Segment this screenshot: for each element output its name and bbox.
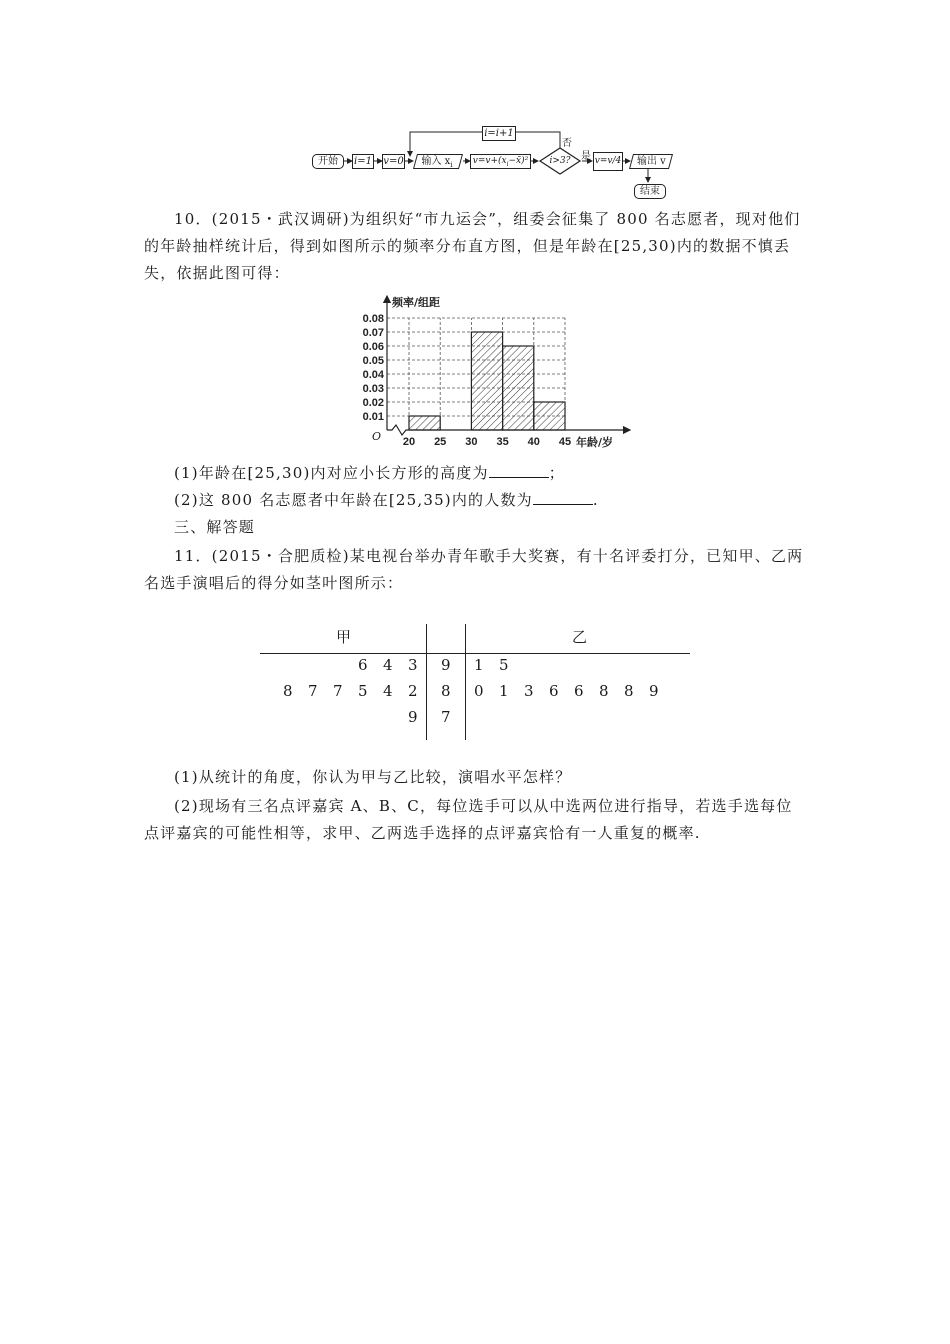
stem-leaf-right-leaf: 1 bbox=[474, 656, 484, 674]
answer-blank-1[interactable] bbox=[489, 463, 549, 478]
question-10-text: 10．(2015・武汉调研)为组织好“市九运会”，组委会征集了 800 名志愿者，现对他们的年龄抽样统计后，得到如图所示的频率分布直方图，但是年龄在[25,30)内的数据不慎丢失，依据此图可得： bbox=[144, 210, 801, 282]
stem-leaf-left-leaf: 4 bbox=[383, 656, 393, 674]
flowchart-update-head: v=v+(x bbox=[472, 156, 507, 166]
stem-leaf-right-leaf: 9 bbox=[649, 682, 659, 700]
stem-leaf-left-leaf: 6 bbox=[358, 656, 368, 674]
x-axis-label: 年龄/岁 bbox=[576, 436, 614, 449]
flowchart-start: 开始 bbox=[312, 154, 344, 169]
flowchart-end: 结束 bbox=[634, 184, 666, 199]
y-tick-label: 0.07 bbox=[362, 327, 384, 339]
y-tick-label: 0.05 bbox=[362, 355, 384, 367]
histogram-bar bbox=[471, 332, 502, 430]
question-10-part-1-text: (1)年龄在[25,30)内对应小长方形的高度为 bbox=[174, 464, 489, 482]
stem-leaf-header-rule bbox=[260, 653, 690, 654]
question-11-text: 11．(2015・合肥质检)某电视台举办青年歌手大奖赛，有十名评委打分，已知甲、乙两名选手演唱后的得分如茎叶图所示： bbox=[144, 547, 804, 592]
histogram-bar bbox=[534, 402, 565, 430]
stem-leaf-plot bbox=[258, 620, 692, 742]
flowchart-loop-increment: i=i+1 bbox=[482, 126, 516, 141]
y-tick-label: 0.08 bbox=[362, 313, 384, 325]
question-10-part-2-end: . bbox=[592, 491, 599, 509]
histogram-bar bbox=[409, 416, 440, 430]
flowchart-yes-label: 是 bbox=[581, 151, 591, 162]
flowchart-update-sub: i bbox=[506, 160, 509, 168]
stem-leaf-right-leaf: 0 bbox=[474, 682, 484, 700]
stem-leaf-stem: 8 bbox=[441, 682, 451, 700]
flowchart-final: v=v/4 bbox=[593, 152, 623, 171]
x-tick-label: 45 bbox=[558, 436, 572, 448]
stem-leaf-divider-right bbox=[465, 624, 466, 740]
frequency-histogram bbox=[350, 290, 640, 452]
y-tick-label: 0.02 bbox=[362, 397, 384, 409]
stem-leaf-left-leaf: 4 bbox=[383, 682, 393, 700]
y-tick-label: 0.03 bbox=[362, 383, 384, 395]
question-10-part-2-text: (2)这 800 名志愿者中年龄在[25,35)内的人数为 bbox=[174, 491, 533, 509]
stem-leaf-stem: 7 bbox=[441, 708, 451, 726]
origin-label: O bbox=[372, 430, 382, 443]
x-tick-label: 25 bbox=[434, 436, 447, 448]
stem-leaf-right-leaf: 6 bbox=[574, 682, 584, 700]
stem-leaf-left-leaf: 5 bbox=[358, 682, 368, 700]
flowchart-init-i: i=1 bbox=[352, 154, 374, 169]
question-11-part-1: (1)从统计的角度，你认为甲与乙比较，演唱水平怎样？ bbox=[174, 768, 572, 786]
stem-leaf-left-leaf: 8 bbox=[283, 682, 293, 700]
flowchart-input-label: 输入 x bbox=[421, 156, 451, 167]
stem-leaf-left-leaf: 7 bbox=[333, 682, 343, 700]
flowchart bbox=[300, 120, 700, 200]
stem-leaf-right-leaf: 8 bbox=[599, 682, 609, 700]
question-10-part-2 bbox=[174, 489, 599, 510]
histogram-bar bbox=[503, 346, 534, 430]
question-10-part-1-end: ； bbox=[548, 464, 565, 482]
x-tick-label: 35 bbox=[496, 436, 509, 448]
x-tick-label: 20 bbox=[402, 436, 416, 448]
stem-leaf-stem: 9 bbox=[441, 656, 451, 674]
stem-leaf-left-leaf: 3 bbox=[408, 656, 418, 674]
flowchart-update-tail: −x̄)² bbox=[508, 156, 529, 166]
y-tick-label: 0.06 bbox=[362, 341, 384, 353]
stem-leaf-left-header: 甲 bbox=[336, 628, 352, 646]
flowchart-output bbox=[629, 154, 673, 169]
stem-leaf-right-header: 乙 bbox=[572, 628, 588, 646]
x-tick-label: 40 bbox=[527, 436, 540, 448]
x-tick-label: 30 bbox=[465, 436, 478, 448]
flowchart-input-sub: i bbox=[450, 161, 453, 169]
stem-leaf-right-leaf: 1 bbox=[499, 682, 509, 700]
stem-leaf-left-leaf: 2 bbox=[408, 682, 418, 700]
stem-leaf-right-leaf: 3 bbox=[524, 682, 534, 700]
stem-leaf-right-leaf: 6 bbox=[549, 682, 559, 700]
answer-blank-2[interactable] bbox=[533, 490, 593, 505]
y-axis-label: 频率/组距 bbox=[392, 296, 441, 309]
y-tick-label: 0.04 bbox=[362, 369, 384, 381]
stem-leaf-left-leaf: 7 bbox=[308, 682, 318, 700]
question-10-part-1 bbox=[174, 462, 565, 483]
flowchart-decision: i>3? bbox=[549, 156, 571, 166]
y-tick-label: 0.01 bbox=[362, 411, 384, 423]
flowchart-no-label: 否 bbox=[562, 138, 572, 149]
question-11-part-2: (2)现场有三名点评嘉宾 A、B、C，每位选手可以从中选两位进行指导，若选手选每位点评嘉宾的可能性相等，求甲、乙两选手选择的点评嘉宾恰有一人重复的概率. bbox=[144, 797, 793, 842]
flowchart-init-v: v=0 bbox=[383, 156, 404, 167]
section-heading: 三、解答题 bbox=[174, 518, 256, 536]
stem-leaf-right-leaf: 8 bbox=[624, 682, 634, 700]
stem-leaf-left-leaf: 9 bbox=[408, 708, 418, 726]
stem-leaf-divider-left bbox=[426, 624, 427, 740]
flowchart-output-label: 输出 v bbox=[636, 156, 666, 167]
flowchart-input bbox=[413, 154, 463, 169]
flowchart-update bbox=[470, 154, 531, 169]
stem-leaf-right-leaf: 5 bbox=[499, 656, 509, 674]
